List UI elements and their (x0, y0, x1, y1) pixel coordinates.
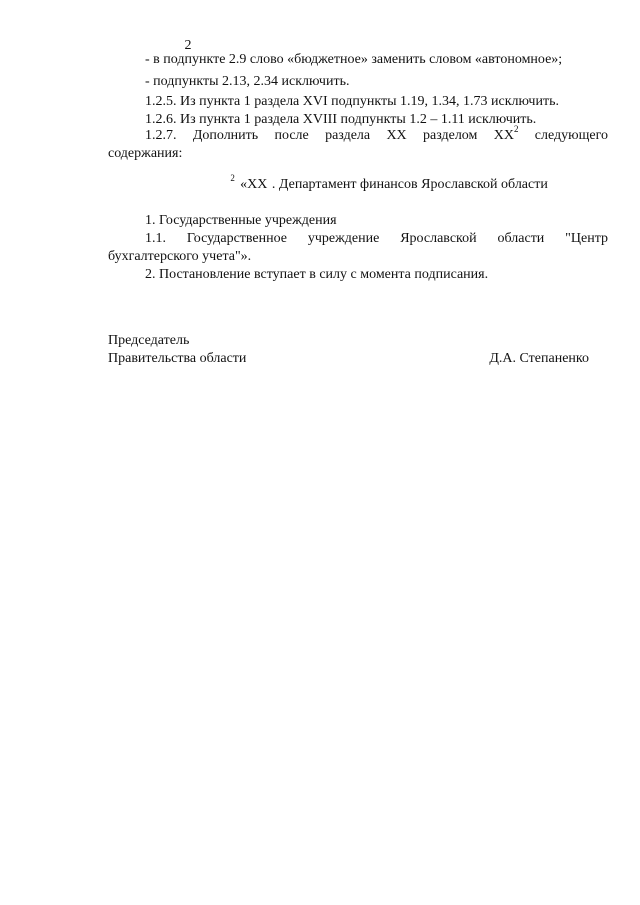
signatory-title-line-2: Правительства области (108, 351, 247, 366)
amendment-item-1-2-6: 1.2.6. Из пункта 1 раздела XVIII подпункты 1.2 – 1.11 исключить. (145, 112, 537, 127)
amendment-item-1-2-7 (145, 124, 609, 145)
amendment-line-2: - подпункты 2.13, 2.34 исключить. (145, 74, 350, 89)
signatory-title-line-1: Председатель (108, 333, 190, 348)
list-item-1: 1. Государственные учреждения (145, 213, 337, 228)
clause-2: 2. Постановление вступает в силу с момента подписания. (145, 267, 489, 282)
amendment-item-1-2-7-tail: следующего (518, 128, 609, 143)
list-item-1-1-continuation: бухгалтерского учета"». (108, 249, 252, 264)
amendment-line-1: - в подпункте 2.9 слово «бюджетное» заменить словом «автономное»; (145, 52, 563, 67)
signatory-name: Д.А. Степаненко (489, 351, 589, 366)
section-heading-prefix: «XX (240, 177, 268, 192)
amendment-item-1-2-7-text: 1.2.7. Дополнить после раздела XX разделом XX (145, 128, 514, 143)
section-superscript: 2 (230, 173, 235, 184)
list-item-1-1: 1.1. Государственное учреждение Ярославской области "Центр (145, 231, 608, 246)
section-heading-title: . Департамент финансов Ярославской области (271, 177, 548, 192)
amendment-item-1-2-5: 1.2.5. Из пункта 1 раздела XVI подпункты 1.19, 1.34, 1.73 исключить. (145, 94, 559, 109)
page-number-text: 2 (184, 38, 192, 53)
section-heading (0, 173, 640, 194)
superscript: 2 (513, 124, 519, 135)
amendment-item-1-2-7-continuation: содержания: (108, 146, 183, 161)
